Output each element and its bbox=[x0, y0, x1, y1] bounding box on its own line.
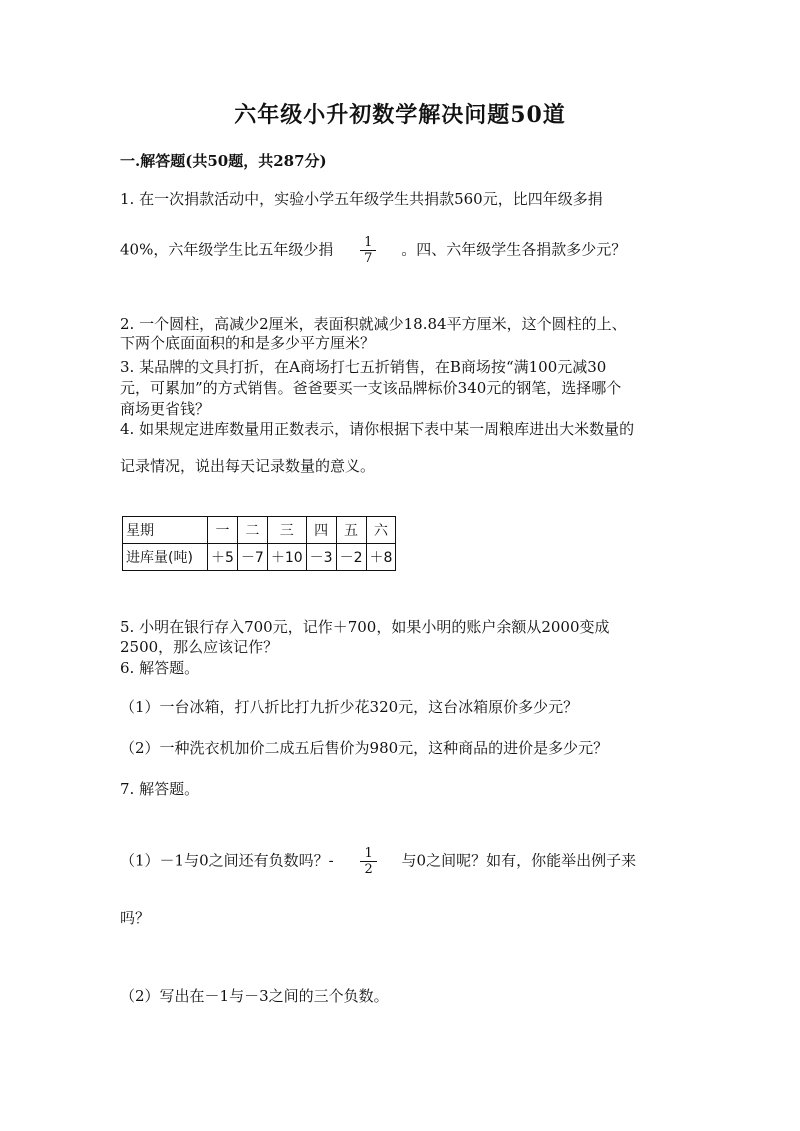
table-cell: －7 bbox=[237, 544, 267, 571]
question-6-part-1: （1）一台冰箱，打八折比打九折少花320元，这台冰箱原价多少元？ bbox=[120, 698, 579, 716]
section-header: 一.解答题(共50题，共287分) bbox=[120, 152, 327, 170]
page-title: 六年级小升初数学解决问题50道 bbox=[234, 102, 566, 128]
question-1-line-1: 1. 在一次捐款活动中，实验小学五年级学生共捐款560元，比四年级多捐 bbox=[120, 190, 603, 208]
fraction-denominator: 7 bbox=[364, 251, 373, 266]
question-3-line-3: 商场更省钱？ bbox=[120, 400, 211, 418]
question-7-part-1 bbox=[120, 846, 636, 877]
question-1-text-before: 40%，六年级学生比五年级少捐 bbox=[120, 240, 334, 259]
question-5-line-1: 5. 小明在银行存入700元，记作＋700，如果小明的账户余额从2000变成 bbox=[120, 618, 610, 636]
question-1-text-after: 。四、六年级学生各捐款多少元？ bbox=[401, 240, 627, 259]
question-7-part-2: （2）写出在－1与－3之间的三个负数。 bbox=[120, 987, 389, 1005]
question-7-part-1-continued: 吗？ bbox=[120, 909, 151, 927]
table-cell: 进库量(吨) bbox=[123, 544, 208, 571]
table-cell: 星期 bbox=[123, 517, 208, 544]
table-cell: ＋10 bbox=[267, 544, 306, 571]
question-5-line-2: 2500，那么应该记作？ bbox=[120, 638, 279, 656]
table-cell: 二 bbox=[237, 517, 267, 544]
question-6-heading: 6. 解答题。 bbox=[120, 659, 200, 677]
table-row bbox=[123, 544, 396, 571]
question-1-line-2 bbox=[120, 235, 626, 266]
fraction-numerator: 1 bbox=[360, 235, 376, 251]
fraction-denominator: 2 bbox=[364, 862, 373, 877]
rice-record-table bbox=[122, 516, 396, 571]
table-header-row bbox=[123, 517, 396, 544]
question-7-text-after: 与0之间呢？如有，你能举出例子来 bbox=[401, 851, 637, 870]
table-cell: ＋8 bbox=[366, 544, 396, 571]
table-cell: 四 bbox=[306, 517, 336, 544]
question-2-line-1: 2. 一个圆柱，高减少2厘米，表面积就减少18.84平方厘米，这个圆柱的上、 bbox=[120, 315, 627, 333]
table-cell: 三 bbox=[267, 517, 306, 544]
fraction-numerator: 1 bbox=[360, 846, 376, 862]
table-cell: 一 bbox=[208, 517, 238, 544]
question-3-line-2: 元，可累加”的方式销售。爸爸要买一支该品牌标价340元的钢笔，选择哪个 bbox=[120, 379, 622, 397]
question-7-heading: 7. 解答题。 bbox=[120, 780, 200, 798]
table-cell: 五 bbox=[336, 517, 366, 544]
table-cell: ＋5 bbox=[208, 544, 238, 571]
table-cell: 六 bbox=[366, 517, 396, 544]
question-7-text-before: （1）－1与0之间还有负数吗？- bbox=[120, 851, 334, 870]
question-6-part-2: （2）一种洗衣机加价二成五后售价为980元，这种商品的进价是多少元？ bbox=[120, 739, 609, 757]
question-2-line-2: 下两个底面面积的和是多少平方厘米？ bbox=[120, 334, 376, 352]
fraction-one-seventh bbox=[360, 235, 376, 266]
question-3-line-1: 3. 某品牌的文具打折，在A商场打七五折销售，在B商场按“满100元减30 bbox=[120, 358, 607, 376]
question-4-line-1: 4. 如果规定进库数量用正数表示，请你根据下表中某一周粮库进出大米数量的 bbox=[120, 420, 635, 438]
table-cell: －3 bbox=[306, 544, 336, 571]
table-cell: －2 bbox=[336, 544, 366, 571]
fraction-one-half bbox=[360, 846, 376, 877]
question-4-line-2: 记录情况，说出每天记录数量的意义。 bbox=[120, 457, 376, 475]
